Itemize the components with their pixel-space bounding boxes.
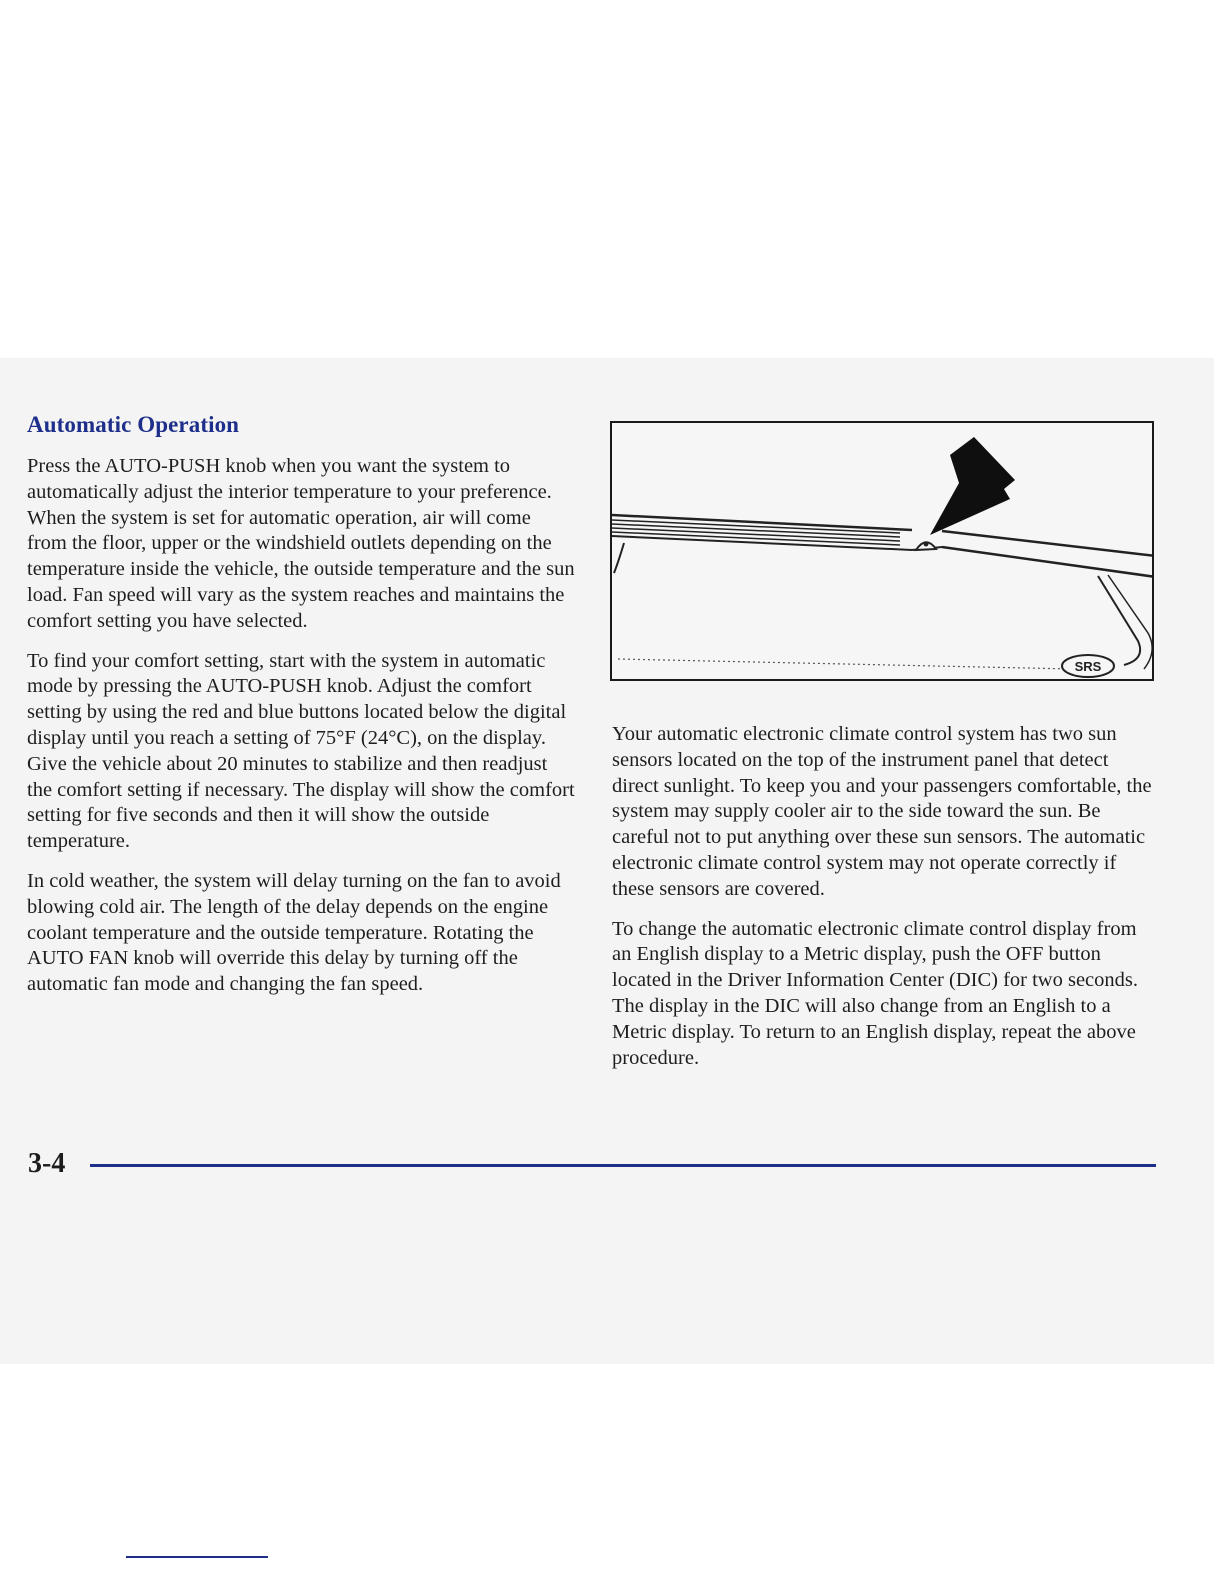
paragraph-comfort-setting: To find your comfort setting, start with the system in automatic mode by pressing the AUTO-PUSH knob. Adjust the comfort setting by using the red and blue buttons located below the digital display until you reach a setting of 75°F (24°C), on the display. Give the vehicle about 20 minutes to stabilize and then readjust the comfort setting if necessary. The display will show the comfort setting for five seconds and then it will show the outside temperature. bbox=[27, 649, 575, 853]
section-heading: Automatic Operation bbox=[27, 412, 240, 437]
paragraph-sun-sensors: Your automatic electronic climate control system has two sun sensors located on the top of the instrument panel that detect direct sunlight. To keep you and your passengers comfortable, the system may supply cooler air to the side toward the sun. Be careful not to put anything over these sun sensors. The automatic electronic climate control system may not operate correctly if these sensors are covered. bbox=[612, 723, 1152, 900]
right-column bbox=[612, 722, 1160, 1085]
bottom-divider bbox=[126, 1556, 268, 1558]
paragraph-metric-display: To change the automatic electronic climate control display from an English display to a Metric display, push the OFF button located in the Driver Information Center (DIC) for two seconds. The display in the DIC will also change from an English to a Metric display. To return to an English display, repeat the above procedure. bbox=[612, 917, 1139, 1069]
sun-sensor-illustration bbox=[612, 423, 1152, 679]
srs-badge-label: SRS bbox=[1074, 659, 1102, 674]
page-number: 3-4 bbox=[28, 1148, 66, 1179]
sun-sensor-figure bbox=[610, 421, 1154, 681]
footer-rule bbox=[90, 1164, 1156, 1167]
paragraph-cold-weather: In cold weather, the system will delay turning on the fan to avoid blowing cold air. The length of the delay depends on the engine coolant temperature and the outside temperature. Rotating the AUTO FAN knob will override this delay by turning off the automatic fan mode and changing the fan speed. bbox=[27, 869, 561, 996]
paragraph-auto-push: Press the AUTO-PUSH knob when you want the system to automatically adjust the interior temperature to your preference. When the system is set for automatic operation, air will come from the floor, upper or the windshield outlets depending on the temperature inside the vehicle, the outside temperature and the sun load. Fan speed will vary as the system reaches and maintains the comfort setting you have selected. bbox=[27, 455, 575, 632]
left-column bbox=[27, 454, 575, 1012]
